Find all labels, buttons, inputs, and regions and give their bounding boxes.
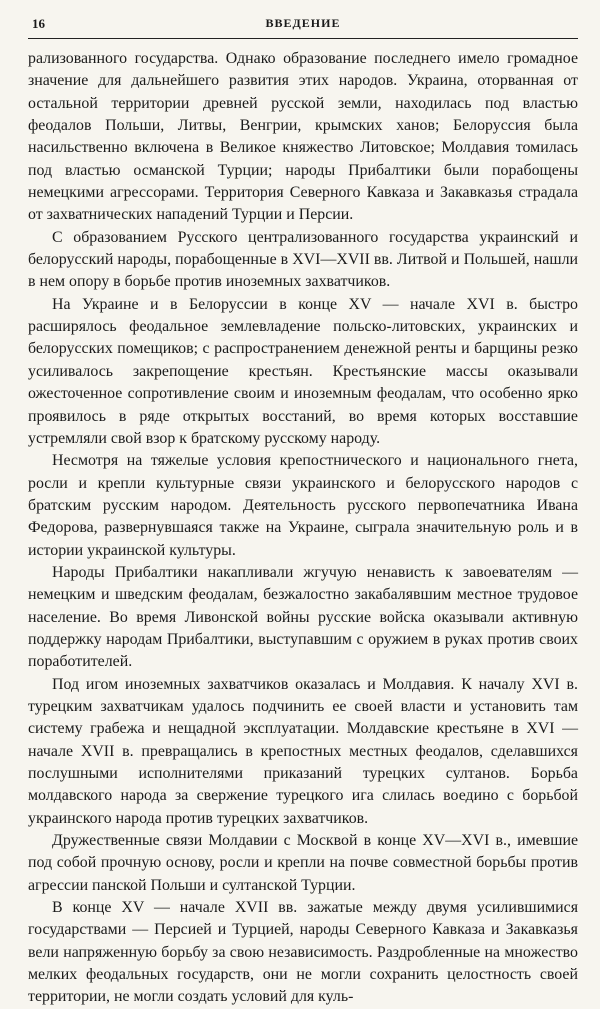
paragraph: На Украине и в Белоруссии в конце XV — начале XVI в. быстро расширялось феодальное землевладение польско-литовских, украинских и белорусских помещиков; с распространением денежной ренты и барщины резко усиливалось закрепощение крестьян. Крестьянские массы оказывали ожесточенное сопротивление своим и иноземным феодалам, что особенно ярко проявилось в ряде открытых восстаний, во время которых восставшие устремляли свой взор к братскому русскому народу. bbox=[28, 295, 578, 447]
page-number: 16 bbox=[32, 16, 45, 31]
section-title: ВВЕДЕНИЕ bbox=[265, 16, 341, 30]
paragraph: Под игом иноземных захватчиков оказалась и Молдавия. К началу XVI в. турецким захватчикам удалось подчинить ее своей власти и установить там систему грабежа и нещадной эксплуатации. Молдавские крестьяне в XVI — начале XVII в. превращались в крепостных местных феодалов, сделавшихся послушными исполнителями приказаний турецких султанов. Борьба молдавского народа за свержение турецкого ига слилась воедино с борьбой украинского народа против турецких захватчиков. bbox=[28, 675, 578, 827]
body-text bbox=[28, 48, 578, 1009]
paragraph: Дружественные связи Молдавии с Москвой в конце XV—XVI в., имевшие под собой прочную основу, росли и крепли на почве совместной борьбы против агрессии панской Польши и султанской Турции. bbox=[28, 832, 578, 894]
paragraph: Несмотря на тяжелые условия крепостнического и национального гнета, росли и крепли культурные связи украинского и белорусского народов с братским русским народом. Деятельность русского первопечатника Ивана Федорова, развернувшаяся также на Украине, сыграла значительную роль и в истории украинской культуры. bbox=[28, 452, 578, 559]
paragraph: В конце XV — начале XVII вв. зажатые между двумя усилившимися государствами — Персией и Турцией, народы Северного Кавказа и Закавказья вели напряженную борьбу за свою независимость. Раздробленные на множество мелких феодальных государств, они не могли сохранить целостность своей территории, не могли создать условий для куль- bbox=[28, 899, 578, 1006]
paragraph: рализованного государства. Однако образование последнего имело громадное значение для дальнейшего развития этих народов. Украина, оторванная от остальной территории древней русской земли, находилась под властью феодалов Польши, Литвы, Венгрии, крымских ханов; Белоруссия была насильственно включена в Великое княжество Литовское; Молдавия томилась под властью османской Турции; народы Прибалтики были порабощены немецкими агрессорами. Территория Северного Кавказа и Закавказья страдала от захватнических нападений Турции и Персии. bbox=[28, 50, 578, 224]
paragraph: Народы Прибалтики накапливали жгучую ненависть к завоевателям — немецким и шведским феодалам, безжалостно закабалявшим местное трудовое население. Во время Ливонской войны русские войска оказывали активную поддержку народам Прибалтики, выступавшим с оружием в руках против своих поработителей. bbox=[28, 563, 578, 671]
running-head bbox=[28, 14, 578, 39]
paragraph: С образованием Русского централизованного государства украинский и белорусский народы, порабощенные в XVI—XVII вв. Литвой и Польшей, нашли в нем опору в борьбе против иноземных захватчиков. bbox=[28, 228, 578, 291]
